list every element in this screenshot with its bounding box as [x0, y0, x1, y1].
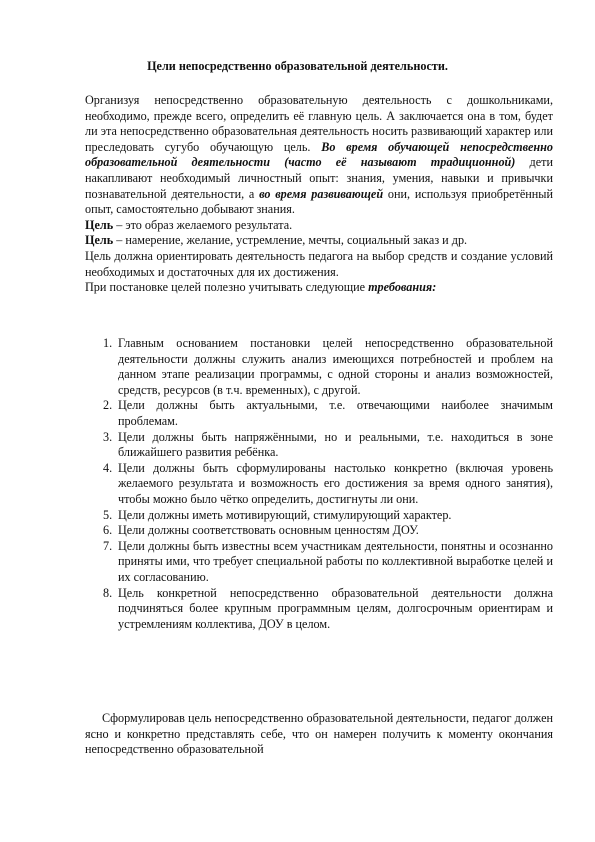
- intro-text-c: дети накапливают необходимый личностный опыт: знания, умения, навыки и привычки познавательной деятельности, а: [85, 155, 553, 201]
- intro-paragraph: [85, 93, 553, 218]
- definition-2-term: Цель: [85, 233, 114, 248]
- list-item: [85, 398, 553, 429]
- closing-paragraph: Сформулировав цель непосредственно образовательной деятельности, педагог должен ясно и конкретно представлять себе, что он намерен получить к моменту окончания непосредственно образовательной: [85, 711, 553, 757]
- intro-emphasis-training: Во время обучающей непосредственно образовательной деятельности (часто её называют традиционной): [85, 139, 553, 170]
- list-item: [85, 523, 553, 539]
- intro-emphasis-developing: во время развивающей: [259, 186, 384, 201]
- definition-1-term: Цель: [85, 217, 114, 232]
- definition-1-text: – это образ желаемого результата.: [113, 217, 293, 232]
- list-item: [85, 508, 553, 524]
- list-item: [85, 461, 553, 508]
- list-item: [85, 539, 553, 586]
- requirements-section: [85, 336, 553, 632]
- list-item-text: Цель конкретной непосредственно образовательной деятельности должна подчиняться более крупным программным целям, долгосрочным ориентирам и устремлениям коллектива, ДОУ в целом.: [118, 585, 553, 631]
- list-item-text: Цели должны соответствовать основным ценностям ДОУ.: [118, 523, 419, 538]
- definition-1: [85, 218, 553, 234]
- intro-section: [85, 93, 553, 296]
- intro-text-a: Организуя непосредственно образовательную деятельность с дошкольниками, необходимо, прежде всего, определить её главную цель. А заключается она в том, будет ли эта непосредственно образовательная деятельность носить развивающий характер или преследовать сугубо обучающую цель.: [85, 93, 553, 154]
- definition-2-text: – намерение, желание, устремление, мечты, социальный заказ и др.: [113, 233, 468, 248]
- list-item-text: Главным основанием постановки целей непосредственно образовательной деятельности должны служить анализ имеющихся потребностей и проблем на данном этапе реализации программы, с одной стороны и анализ возможностей, средств, ресурсов (в т.ч. временных), с другой.: [118, 336, 553, 397]
- page-title: Цели непосредственно образовательной деятельности.: [147, 59, 448, 73]
- definition-2: [85, 233, 553, 249]
- list-item-number: 1.: [103, 336, 113, 350]
- list-item-number: 4.: [103, 460, 113, 475]
- requirements-list: [85, 336, 553, 632]
- list-item-text: Цели должны быть известны всем участникам деятельности, понятны и осознанно приняты ими, что требует специальной работы по коллективной выработке целей и их согласованию.: [118, 538, 553, 584]
- list-item-number: 3.: [103, 429, 113, 444]
- list-item-number: 5.: [103, 507, 113, 522]
- list-item-text: Цели должны быть актуальными, т.е. отвечающими наиболее значимым проблемам.: [118, 398, 553, 428]
- list-item: [85, 586, 553, 633]
- list-item-text: Цели должны быть напряжёнными, но и реальными, т.е. находиться в зоне ближайшего развития ребёнка.: [118, 429, 553, 460]
- list-item-number: 6.: [103, 523, 113, 538]
- list-item: [85, 336, 553, 398]
- closing-section: [85, 711, 553, 758]
- requirements-lead-emphasis: требования:: [368, 280, 437, 295]
- goal-orientation-paragraph: Цель должна ориентировать деятельность педагога на выбор средств и создание условий необходимых и достаточных для их достижения.: [85, 248, 553, 279]
- list-item-number: 8.: [103, 585, 113, 600]
- list-item: [85, 430, 553, 461]
- list-item-number: 7.: [103, 538, 113, 553]
- requirements-lead-text: При постановке целей полезно учитывать следующие: [85, 280, 369, 295]
- list-item-text: Цели должны быть сформулированы настолько конкретно (включая уровень желаемого результата и возможность его достижения за время одного занятия), чтобы можно было чётко определить, достигнуты ли они.: [118, 460, 553, 506]
- list-item-text: Цели должны иметь мотивирующий, стимулирующий характер.: [118, 507, 452, 522]
- requirements-lead: [85, 280, 553, 296]
- list-item-number: 2.: [103, 398, 113, 413]
- intro-text-e: они, используя приобретённый опыт, самостоятельно добывают знания.: [85, 186, 553, 217]
